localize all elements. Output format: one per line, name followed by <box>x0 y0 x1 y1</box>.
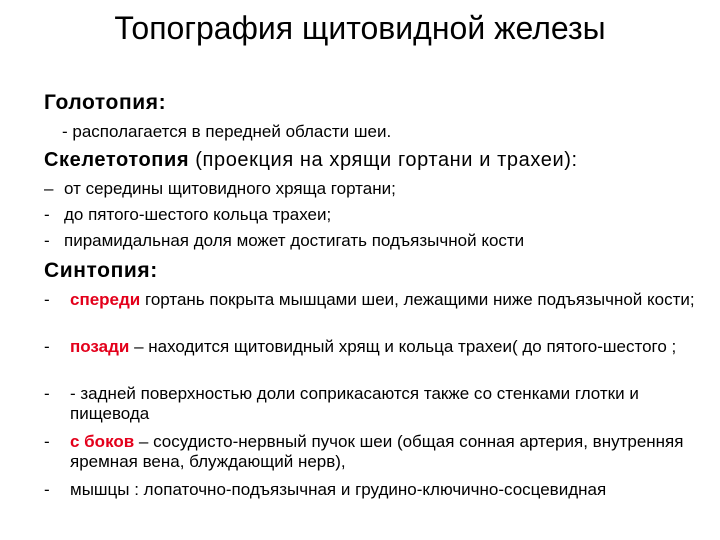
skeletotopia-heading-bold: Скелетотопия <box>44 149 190 171</box>
list-dash: – <box>44 179 54 198</box>
syntopia-item <box>44 290 704 310</box>
list-item-text: пирамидальная доля может достигать подъязычной кости <box>64 231 525 250</box>
list-item-text: до пятого-шестого кольца трахеи; <box>64 205 332 224</box>
list-dash: - <box>44 432 50 451</box>
list-item-text: гортань покрыта мышцами шеи, лежащими ниже подъязычной кости; <box>140 290 695 309</box>
list-item-text: – сосудисто-нервный пучок шеи (общая сонная артерия, внутренняя яремная вена, блуждающий нерв), <box>70 432 684 471</box>
skeletotopia-heading-rest: (проекция на хрящи гортани и трахеи): <box>189 149 578 171</box>
list-item-text: от середины щитовидного хряща гортани; <box>64 179 396 198</box>
syntopia-heading <box>44 258 158 284</box>
syntopia-item-highlight: позади <box>70 337 130 356</box>
golotopia-heading-text: Голотопия: <box>44 91 167 114</box>
syntopia-item-highlight: спереди <box>70 290 141 309</box>
list-dash: - <box>44 480 50 499</box>
syntopia-item-highlight: с боков <box>70 432 135 451</box>
skeletotopia-item <box>44 204 331 226</box>
skeletotopia-item <box>44 178 396 200</box>
list-item-text: - задней поверхностью доли соприкасаются также со стенками глотки и пищевода <box>70 384 639 423</box>
page-title: Топография щитовидной железы <box>114 10 606 46</box>
list-item-text: – находится щитовидный хрящ и кольца трахеи( до пятого-шестого ; <box>129 337 677 356</box>
list-dash: - <box>44 231 50 250</box>
syntopia-item <box>44 384 704 424</box>
golotopia-heading <box>44 90 166 116</box>
skeletotopia-item <box>44 230 524 252</box>
syntopia-heading-text: Синтопия: <box>44 259 158 282</box>
skeletotopia-heading <box>44 147 578 173</box>
list-dash: - <box>44 384 50 403</box>
list-dash: - <box>44 337 50 356</box>
syntopia-item <box>44 337 704 357</box>
syntopia-item <box>44 432 704 472</box>
golotopia-line: - располагается в передней области шеи. <box>62 122 392 141</box>
list-dash: - <box>44 290 50 309</box>
list-dash: - <box>44 205 50 224</box>
syntopia-item <box>44 480 704 500</box>
list-item-text: мышцы : лопаточно-подъязычная и грудино-ключично-сосцевидная <box>70 480 607 499</box>
